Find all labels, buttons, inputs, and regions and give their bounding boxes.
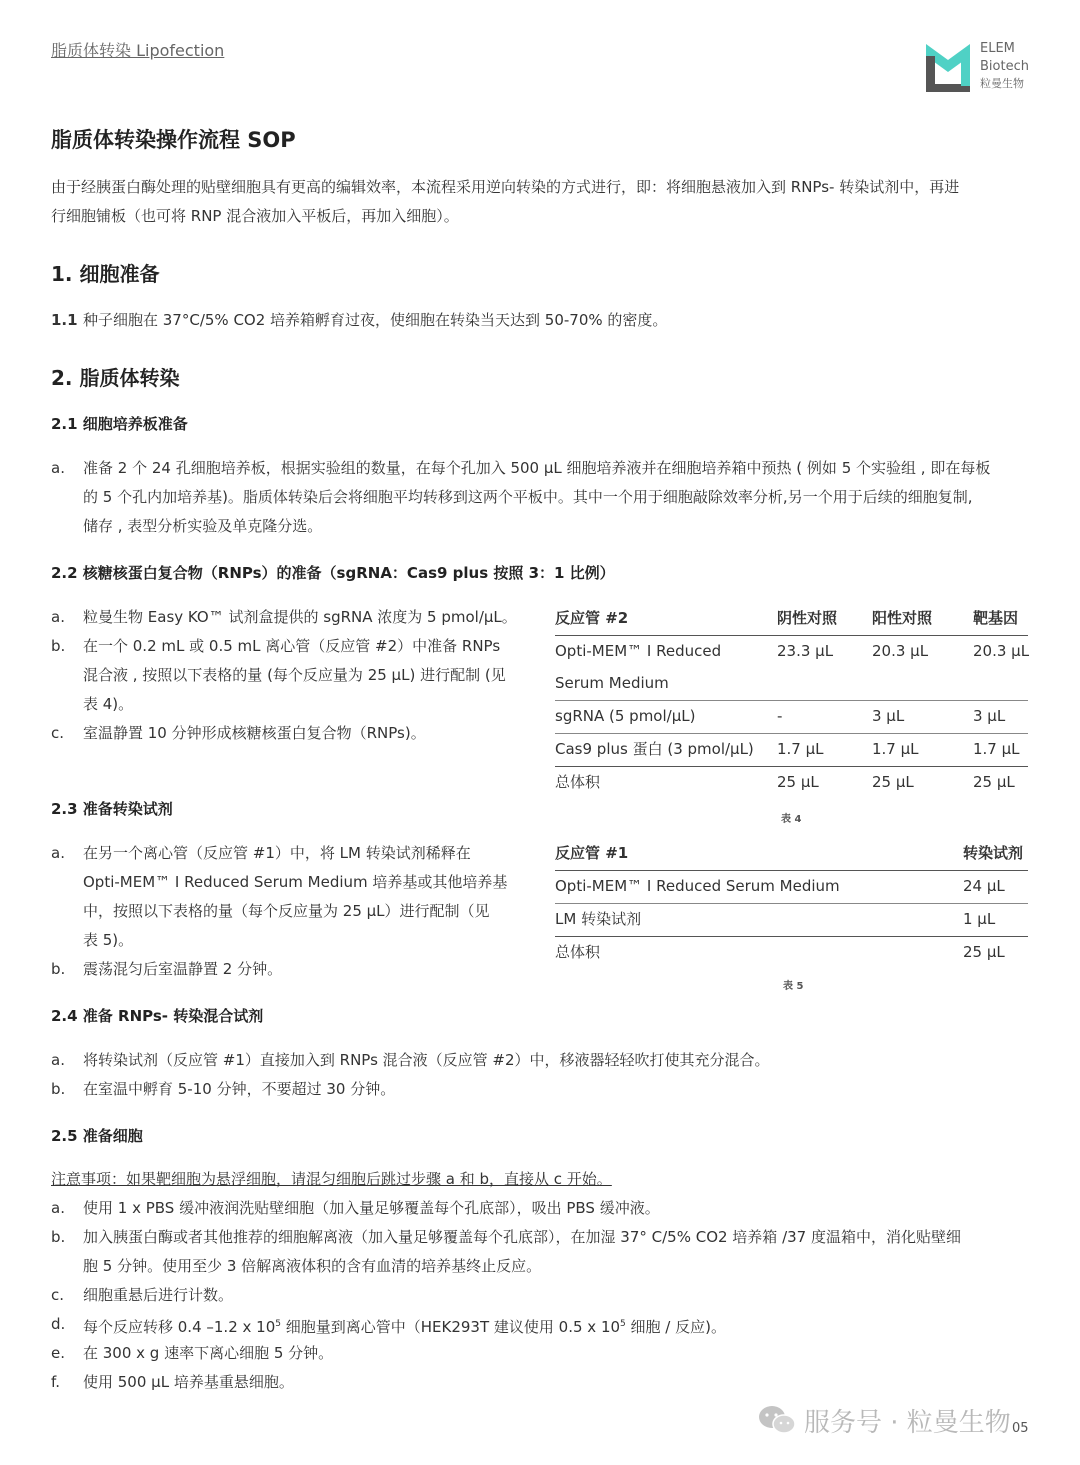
table-header-cell: 阳性对照	[872, 609, 933, 627]
table-cell: Cas9 plus 蛋白 (3 pmol/μL)	[555, 740, 754, 758]
table-4	[555, 602, 1030, 825]
table-row	[555, 870, 1028, 902]
step-2-5-c-text: 细胞重悬后进行计数。	[83, 1286, 234, 1304]
step-2-2-a-text: 粒曼生物 Easy KO™ 试剂盒提供的 sgRNA 浓度为 5 pmol/μL。	[83, 608, 517, 626]
step-label: c.	[51, 724, 65, 742]
step-2-5-b-text	[83, 1223, 1031, 1281]
step-2-3-a-text	[83, 839, 528, 955]
logo-line-2: Biotech	[980, 59, 1029, 74]
table-row	[555, 936, 1028, 968]
logo-line-3: 粒曼生物	[980, 77, 1024, 90]
step-label: b.	[51, 1228, 66, 1246]
logo-wordmark	[980, 40, 1029, 92]
running-header: 脂质体转染 Lipofection	[51, 41, 225, 60]
table-cell: 3 μL	[973, 707, 1006, 725]
intro-line-2: 行细胞铺板（也可将 RNP 混合液加入平板后，再加入细胞）。	[51, 207, 459, 225]
step-2-5-d-text	[83, 1310, 726, 1342]
table-caption: 表 4	[781, 814, 802, 825]
step-2-3-b-text: 震荡混匀后室温静置 2 分钟。	[83, 960, 283, 978]
table-header-cell: 反应管 #1	[555, 844, 629, 862]
table-cell: Opti-MEM™ I Reduced Serum Medium	[555, 877, 840, 895]
wechat-icon	[757, 1404, 797, 1436]
company-logo	[924, 40, 1054, 96]
section-2-3-heading: 2.3 准备转染试剂	[51, 800, 173, 818]
step-label: a.	[51, 608, 65, 626]
step-2-5-a-text: 使用 1 x PBS 缓冲液润洗贴壁细胞（加入量足够覆盖每个孔底部），吸出 PBS 缓冲液。	[83, 1199, 660, 1217]
table-cell: 20.3 μL	[973, 642, 1030, 660]
text-part: 细胞 / 反应)。	[625, 1318, 726, 1336]
table-header-cell: 反应管 #2	[555, 609, 629, 627]
text-line: 加入胰蛋白酶或者其他推荐的细胞解离液（加入量足够覆盖每个孔底部），在加湿 37° C/5% CO2 培养箱 /37 度温箱中，消化贴壁细	[83, 1228, 961, 1246]
watermark-text: 服务号 · 粒曼生物	[804, 1408, 1011, 1438]
step-2-5-e-text: 在 300 x g 速率下离心细胞 5 分钟。	[83, 1344, 334, 1362]
step-2-2-b-text	[83, 632, 528, 719]
table-cell: 总体积	[555, 773, 601, 791]
table-row	[555, 733, 1028, 765]
table-row	[555, 635, 1028, 667]
table-header-cell: 转染试剂	[963, 844, 1024, 862]
table-cell: 24 μL	[963, 877, 1005, 895]
step-label: b.	[51, 637, 66, 655]
section-2-4-heading: 2.4 准备 RNPs- 转染混合试剂	[51, 1007, 264, 1025]
step-2-2-c-text: 室温静置 10 分钟形成核糖核蛋白复合物（RNPs)。	[83, 724, 426, 742]
section-2-heading: 2. 脂质体转染	[51, 366, 180, 390]
step-1-1-number: 1.1	[51, 311, 78, 329]
text-part: 细胞量到离心管中（HEK293T 建议使用 0.5 x 10	[280, 1318, 621, 1336]
step-label: a.	[51, 1051, 65, 1069]
page-title: 脂质体转染操作流程 SOP	[51, 128, 296, 152]
text-line: 准备 2 个 24 孔细胞培养板，根据实验组的数量，在每个孔加入 500 μL 细胞培养液并在细胞培养箱中预热 ( 例如 5 个实验组 , 即在每板	[83, 459, 991, 477]
table-cell: 1.7 μL	[973, 740, 1020, 758]
table-cell: LM 转染试剂	[555, 910, 642, 928]
table-cell: 1.7 μL	[777, 740, 824, 758]
step-2-5-f-text: 使用 500 μL 培养基重悬细胞。	[83, 1373, 294, 1391]
text-line: 在另一个离心管（反应管 #1）中，将 LM 转染试剂稀释在	[83, 844, 471, 862]
step-label: f.	[51, 1373, 60, 1391]
table-cell: 25 μL	[963, 943, 1005, 961]
table-header-cell: 靶基因	[973, 609, 1019, 627]
section-1-heading: 1. 细胞准备	[51, 262, 160, 286]
text-line: 的 5 个孔内加培养基)。脂质体转染后会将细胞平均转移到这两个平板中。其中一个用于细胞敲除效率分析,另一个用于后续的细胞复制,	[83, 488, 973, 506]
table-cell: 1 μL	[963, 910, 996, 928]
table-cell: 总体积	[555, 943, 601, 961]
step-label: b.	[51, 1080, 66, 1098]
table-caption: 表 5	[783, 981, 804, 992]
step-2-4-a-text: 将转染试剂（反应管 #1）直接加入到 RNPs 混合液（反应管 #2）中，移液器轻轻吹打使其充分混合。	[83, 1051, 770, 1069]
note-text: 注意事项：如果靶细胞为悬浮细胞，请混匀细胞后跳过步骤 a 和 b，直接从 c 开始。	[51, 1170, 612, 1188]
text-line: Opti-MEM™ I Reduced Serum Medium 培养基或其他培养基	[83, 873, 508, 891]
step-label: d.	[51, 1315, 66, 1333]
text-line: 表 4)。	[83, 695, 134, 713]
step-label: c.	[51, 1286, 65, 1304]
table-cell: 23.3 μL	[777, 642, 834, 660]
text-line: 混合液 , 按照以下表格的量 (每个反应量为 25 μL) 进行配制 (见	[83, 666, 506, 684]
table-header-row	[555, 837, 1028, 869]
table-cell: 20.3 μL	[872, 642, 929, 660]
step-label: a.	[51, 459, 65, 477]
table-row	[555, 903, 1028, 935]
table-cell: Opti-MEM™ I Reduced	[555, 642, 722, 660]
text-line: 储存 , 表型分析实验及单克隆分选。	[83, 517, 323, 535]
table-cell: sgRNA (5 pmol/μL)	[555, 707, 696, 725]
step-label: b.	[51, 960, 66, 978]
text-line: 表 5)。	[83, 931, 134, 949]
table-cell: 1.7 μL	[872, 740, 919, 758]
table-row	[555, 700, 1028, 732]
step-2-4-b-text: 在室温中孵育 5-10 分钟，不要超过 30 分钟。	[83, 1080, 396, 1098]
section-2-2-heading: 2.2 核糖核蛋白复合物（RNPs）的准备（sgRNA：Cas9 plus 按照 3：1 比例）	[51, 564, 615, 582]
step-label: a.	[51, 844, 65, 862]
table-5	[555, 837, 1028, 992]
step-label: e.	[51, 1344, 65, 1362]
section-2-5-heading: 2.5 准备细胞	[51, 1127, 143, 1145]
table-row	[555, 667, 1028, 699]
page-number: 05	[1012, 1421, 1029, 1436]
table-cell: 25 μL	[872, 773, 914, 791]
text-line: 中，按照以下表格的量（每个反应量为 25 μL）进行配制（见	[83, 902, 490, 920]
intro-line-1: 由于经胰蛋白酶处理的贴壁细胞具有更高的编辑效率，本流程采用逆向转染的方式进行，即：将细胞悬液加入到 RNPs- 转染试剂中，再进	[51, 178, 960, 196]
text-line: 胞 5 分钟。使用至少 3 倍解离液体积的含有血清的培养基终止反应。	[83, 1257, 542, 1275]
section-2-1-heading: 2.1 细胞培养板准备	[51, 415, 188, 433]
logo-mark-icon	[924, 40, 972, 94]
table-cell: -	[777, 707, 783, 725]
table-cell: 25 μL	[973, 773, 1015, 791]
text-line: 在一个 0.2 mL 或 0.5 mL 离心管（反应管 #2）中准备 RNPs	[83, 637, 501, 655]
intro-paragraph	[51, 173, 1031, 231]
superscript: 5	[620, 1319, 626, 1329]
step-1-1-text: 种子细胞在 37°C/5% CO2 培养箱孵育过夜，使细胞在转染当天达到 50-70% 的密度。	[83, 311, 668, 329]
table-header-row	[555, 602, 1028, 634]
superscript: 5	[275, 1319, 281, 1329]
table-row	[555, 766, 1028, 798]
table-cell: 3 μL	[872, 707, 905, 725]
step-2-1-a-text	[83, 454, 1031, 541]
step-label: a.	[51, 1199, 65, 1217]
table-cell: Serum Medium	[555, 674, 669, 692]
text-part: 每个反应转移 0.4 –1.2 x 10	[83, 1318, 276, 1336]
logo-line-1: ELEM	[980, 41, 1015, 56]
table-header-cell: 阴性对照	[777, 609, 838, 627]
table-cell: 25 μL	[777, 773, 819, 791]
